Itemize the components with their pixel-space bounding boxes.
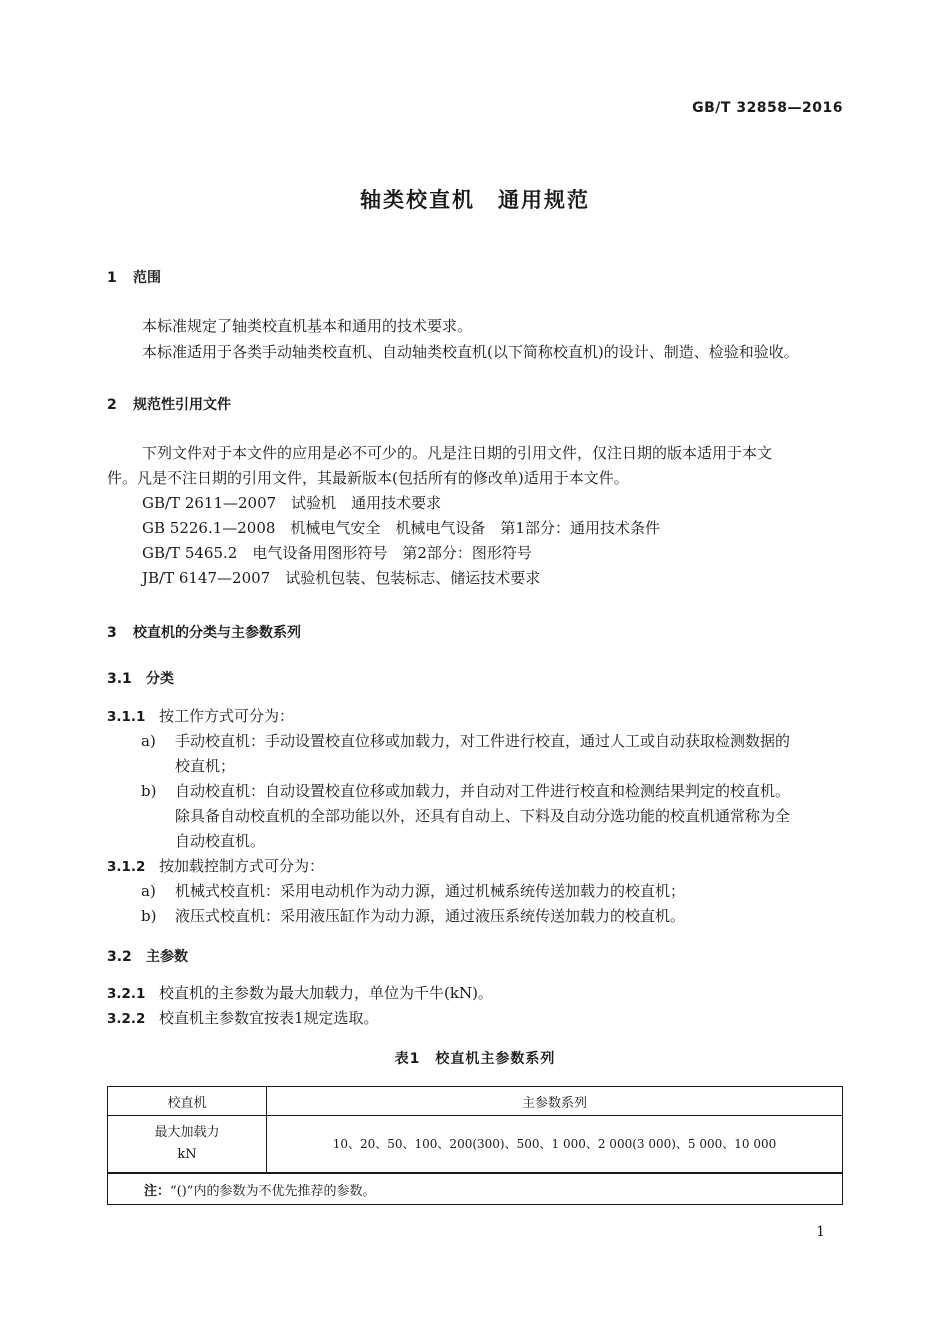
list-text-continued: 自动校直机。	[175, 832, 266, 850]
page-number: 1	[816, 1224, 825, 1240]
row-label-name: 最大加载力	[154, 1125, 220, 1140]
table-header-cell: 主参数系列	[267, 1087, 843, 1116]
table-row	[108, 1116, 843, 1174]
table-header-row	[108, 1087, 843, 1116]
list-text-continued: 除具备自动校直机的全部功能以外，还具有自动上、下料及自动分选功能的校直机通常称为全	[175, 807, 791, 825]
list-item-a	[141, 729, 790, 754]
list-marker: b)	[141, 907, 157, 925]
subsection-number: 3.1	[107, 671, 132, 687]
note-text: “()”内的参数为不优先推荐的参数。	[170, 1183, 376, 1199]
paragraph-line: 件。凡是不注日期的引用文件，其最新版本(包括所有的修改单)适用于本文件。	[107, 469, 629, 487]
list-text: 机械式校直机：采用电动机作为动力源，通过机械系统传送加载力的校直机；	[175, 882, 686, 900]
paragraph: 本标准规定了轴类校直机基本和通用的技术要求。	[142, 317, 473, 335]
clause-text: 校直机主参数宜按表1规定选取。	[159, 1009, 379, 1027]
paragraph: 本标准适用于各类手动轴类校直机、自动轴类校直机(以下简称校直机)的设计、制造、检验和验收。	[142, 343, 799, 361]
subsection-title: 分类	[146, 671, 174, 687]
document-title: 轴类校直机 通用规范	[360, 188, 590, 212]
list-marker: b)	[141, 782, 157, 800]
parameter-table	[107, 1086, 843, 1205]
section-2-heading	[107, 394, 231, 414]
clause-number: 3.2.2	[107, 1011, 146, 1027]
clause-3-1-1	[107, 704, 294, 730]
list-marker: a)	[141, 882, 156, 900]
subsection-number: 3.2	[107, 949, 132, 965]
reference-item: GB 5226.1—2008 机械电气安全 机械电气设备 第1部分：通用技术条件	[142, 519, 660, 537]
reference-item: GB/T 2611—2007 试验机 通用技术要求	[142, 494, 442, 512]
list-text-continued: 校直机；	[175, 757, 236, 775]
list-item-b	[141, 779, 790, 804]
list-item-b	[141, 904, 685, 929]
list-text: 自动校直机：自动设置校直位移或加载力，并自动对工件进行校直和检测结果判定的校直机。	[175, 782, 791, 800]
subsection-3-2-heading	[107, 946, 188, 966]
section-number: 1	[107, 270, 117, 286]
row-label-unit: kN	[177, 1147, 197, 1162]
subsection-3-1-heading	[107, 668, 174, 688]
section-title: 范围	[133, 270, 161, 286]
table-row-label	[108, 1116, 267, 1174]
section-title: 校直机的分类与主参数系列	[133, 625, 301, 641]
section-number: 2	[107, 397, 117, 413]
list-marker: a)	[141, 732, 156, 750]
subsection-title: 主参数	[146, 949, 188, 965]
clause-number: 3.1.2	[107, 859, 146, 875]
list-text: 液压式校直机：采用液压缸作为动力源，通过液压系统传送加载力的校直机。	[175, 907, 686, 925]
table-row-values: 10、20、50、100、200(300)、500、1 000、2 000(3 000)、5 000、10 000	[267, 1116, 843, 1174]
reference-item: JB/T 6147—2007 试验机包装、包装标志、储运技术要求	[142, 569, 541, 587]
clause-number: 3.2.1	[107, 986, 146, 1002]
clause-3-2-1	[107, 981, 493, 1007]
paragraph-line: 下列文件对于本文件的应用是必不可少的。凡是注日期的引用文件，仅注日期的版本适用于本文	[142, 444, 773, 462]
list-item-a	[141, 879, 685, 904]
reference-item: GB/T 5465.2 电气设备用图形符号 第2部分：图形符号	[142, 544, 532, 562]
section-3-heading	[107, 622, 301, 642]
clause-text: 校直机的主参数为最大加载力，单位为千牛(kN)。	[159, 984, 493, 1002]
clause-number: 3.1.1	[107, 709, 146, 725]
note-prefix: 注：	[144, 1183, 171, 1199]
table-caption: 表1 校直机主参数系列	[394, 1051, 556, 1067]
table-header-cell: 校直机	[108, 1087, 267, 1116]
clause-text: 按加载控制方式可分为：	[159, 857, 325, 875]
section-number: 3	[107, 625, 117, 641]
list-text: 手动校直机：手动设置校直位移或加载力，对工件进行校直，通过人工或自动获取检测数据的	[175, 732, 791, 750]
standard-code: GB/T 32858—2016	[692, 100, 843, 116]
clause-3-2-2	[107, 1006, 379, 1032]
clause-3-1-2	[107, 854, 324, 880]
table-note	[108, 1173, 843, 1205]
section-title: 规范性引用文件	[133, 397, 231, 413]
section-1-heading	[107, 267, 161, 287]
clause-text: 按工作方式可分为：	[159, 707, 295, 725]
table-note-row	[108, 1173, 843, 1205]
